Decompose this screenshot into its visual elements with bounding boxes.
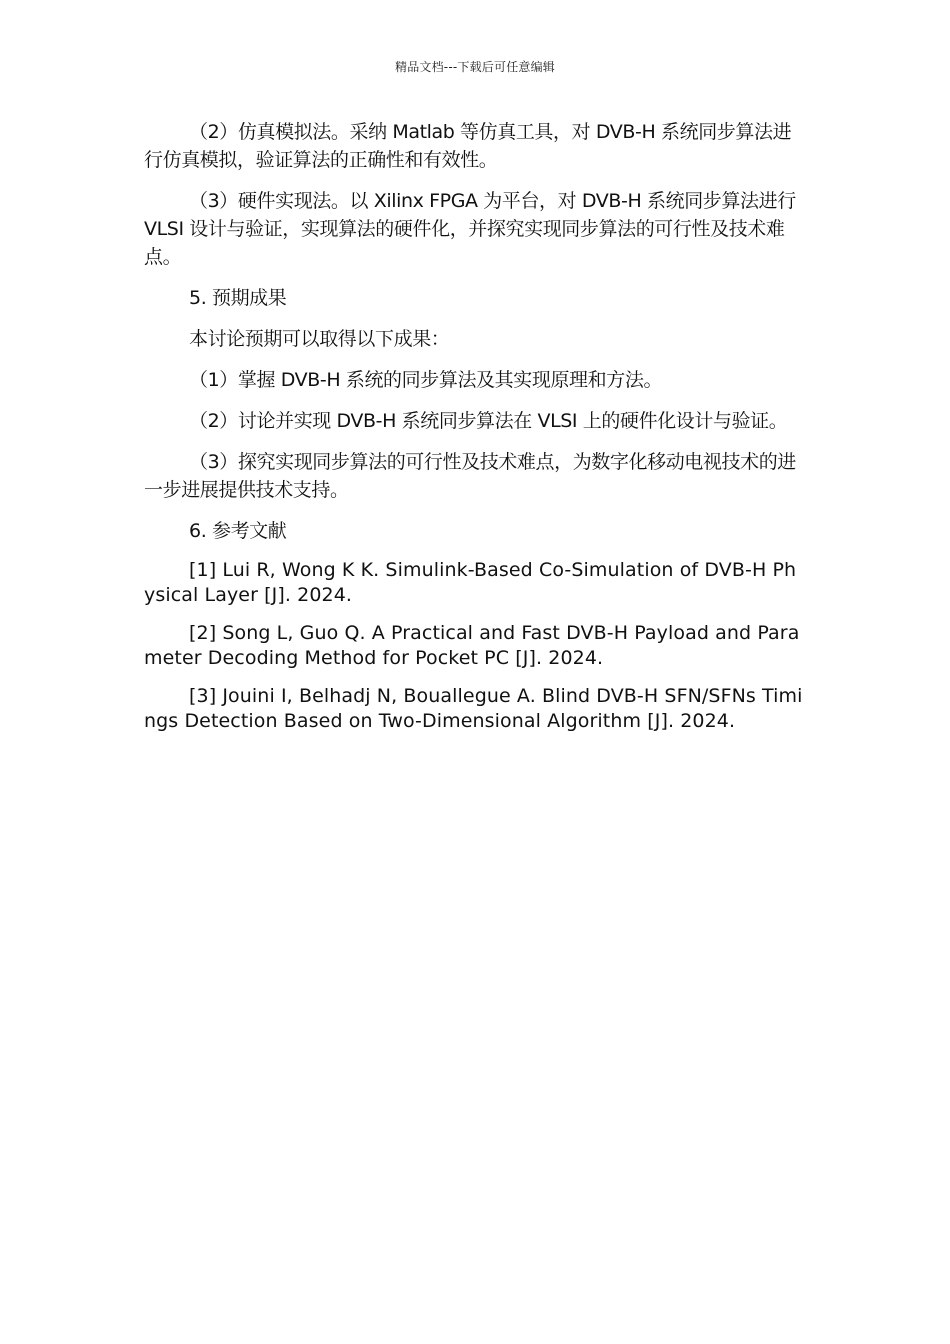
section-heading-expected-results: 5. 预期成果 — [189, 287, 287, 309]
expected-result-item-3: （3）探究实现同步算法的可行性及技术难点，为数字化移动电视技术的进一步进展提供技术支持。 — [144, 451, 796, 501]
method-simulation-paragraph: （2）仿真模拟法。采纳 Matlab 等仿真工具，对 DVB-H 系统同步算法进行仿真模拟，验证算法的正确性和有效性。 — [144, 121, 792, 171]
expected-result-item-2: （2）讨论并实现 DVB-H 系统同步算法在 VLSI 上的硬件化设计与验证。 — [189, 410, 788, 432]
expected-results-intro: 本讨论预期可以取得以下成果： — [189, 328, 450, 350]
document-body — [144, 118, 806, 747]
reference-item-1: [1] Lui R, Wong K K. Simulink-Based Co-Simulation of DVB-H Physical Layer [J]. 2024. — [144, 559, 797, 606]
page-header: 精品文档---下载后可任意编辑 — [395, 60, 555, 74]
method-hardware-paragraph: （3）硬件实现法。以 Xilinx FPGA 为平台，对 DVB-H 系统同步算法进行 VLSI 设计与验证，实现算法的硬件化，并探究实现同步算法的可行性及技术难点。 — [144, 190, 796, 268]
reference-item-2: [2] Song L, Guo Q. A Practical and Fast DVB-H Payload and Parameter Decoding Method for Pocket PC [J]. 2024. — [144, 622, 800, 669]
reference-item-3: [3] Jouini I, Belhadj N, Bouallegue A. Blind DVB-H SFN/SFNs Timings Detection Based on Two-Dimensional Algorithm [J]. 2024. — [144, 685, 803, 732]
expected-result-item-1: （1）掌握 DVB-H 系统的同步算法及其实现原理和方法。 — [189, 369, 663, 391]
section-heading-references: 6. 参考文献 — [189, 520, 287, 542]
